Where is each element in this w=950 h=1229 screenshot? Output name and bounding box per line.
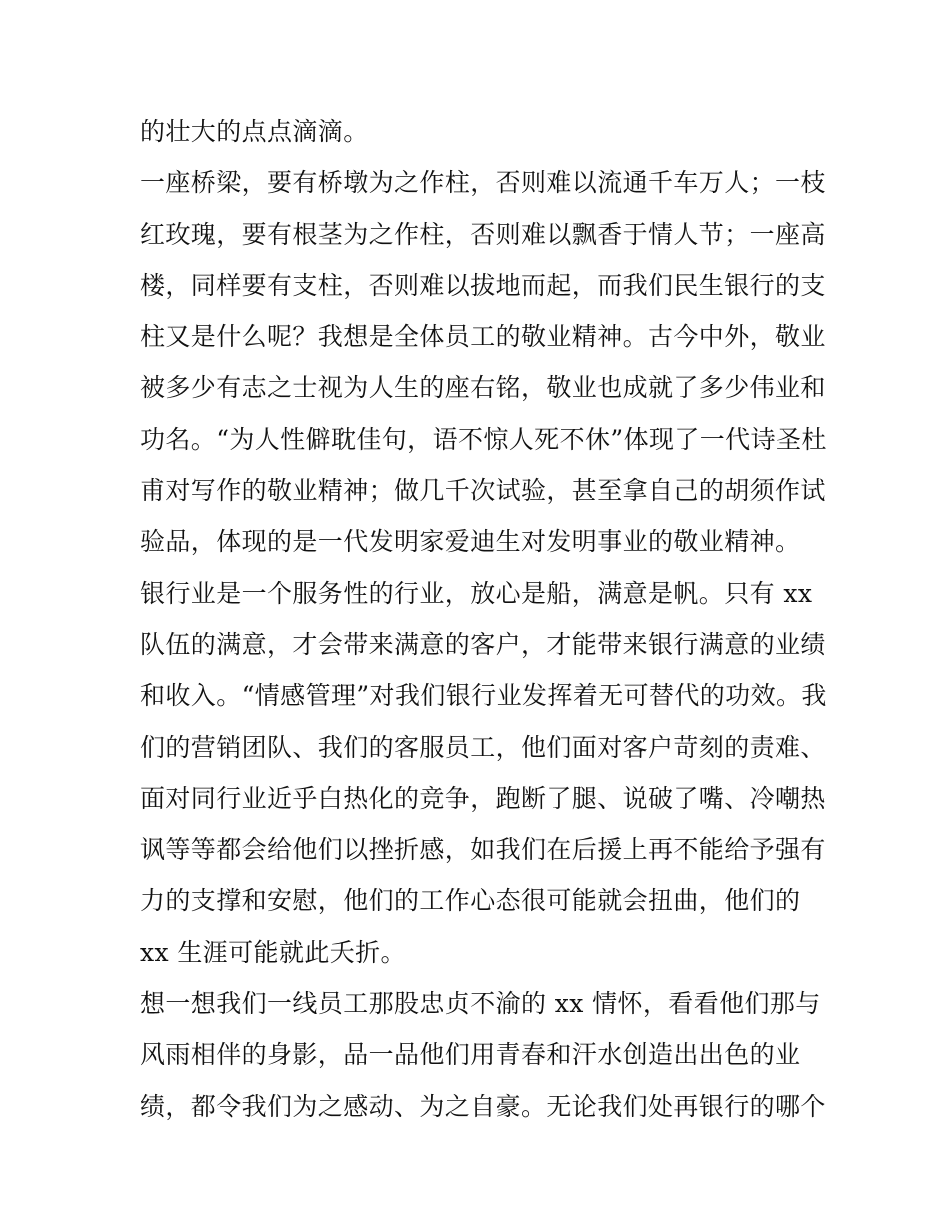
- text-line: 力的支撑和安慰，他们的工作心态很可能就会扭曲，他们的: [140, 886, 801, 916]
- text-line: 银行业是一个服务性的行业，放心是船，满意是帆。只有 xx: [140, 578, 813, 608]
- text-line: 和收入。“情感管理”对我们银行业发挥着无可替代的功效。我: [140, 681, 827, 711]
- text-line: 红玫瑰，要有根茎为之作柱，否则难以飘香于情人节；一座高: [140, 219, 826, 249]
- text-line: xx 生涯可能就此夭折。: [140, 937, 406, 967]
- text-line: 柱又是什么呢？我想是全体员工的敬业精神。古今中外，敬业: [140, 322, 826, 352]
- text-line: 面对同行业近乎白热化的竞争，跑断了腿、说破了嘴、冷嘲热: [140, 783, 826, 813]
- text-line: 验品，体现的是一代发明家爱迪生对发明事业的敬业精神。: [140, 527, 801, 557]
- text-line: 一座桥梁，要有桥墩为之作柱，否则难以流通千车万人；一枝: [140, 168, 826, 198]
- text-line: 绩，都令我们为之感动、为之自豪。无论我们处再银行的哪个: [140, 1091, 826, 1121]
- text-line: 的壮大的点点滴滴。: [140, 117, 369, 146]
- text-line: 楼，同样要有支柱，否则难以拔地而起，而我们民生银行的支: [140, 270, 826, 300]
- text-line: 们的营销团队、我们的客服员工，他们面对客户苛刻的责难、: [140, 732, 826, 762]
- text-line: 风雨相伴的身影，品一品他们用青春和汗水创造出出色的业: [140, 1040, 801, 1070]
- text-line: 甫对写作的敬业精神；做几千次试验，甚至拿自己的胡须作试: [140, 476, 826, 506]
- body-text: [140, 106, 827, 1132]
- text-line: 队伍的满意，才会带来满意的客户，才能带来银行满意的业绩: [140, 629, 826, 659]
- text-line: 讽等等都会给他们以挫折感，如我们在后援上再不能给予强有: [140, 835, 826, 865]
- text-line: 想一想我们一线员工那股忠贞不渝的 xx 情怀，看看他们那与: [140, 989, 821, 1019]
- text-line: 被多少有志之士视为人生的座右铭，敬业也成就了多少伟业和: [140, 373, 826, 403]
- text-line: 功名。“为人性僻耽佳句，语不惊人死不休”体现了一代诗圣杜: [140, 424, 827, 454]
